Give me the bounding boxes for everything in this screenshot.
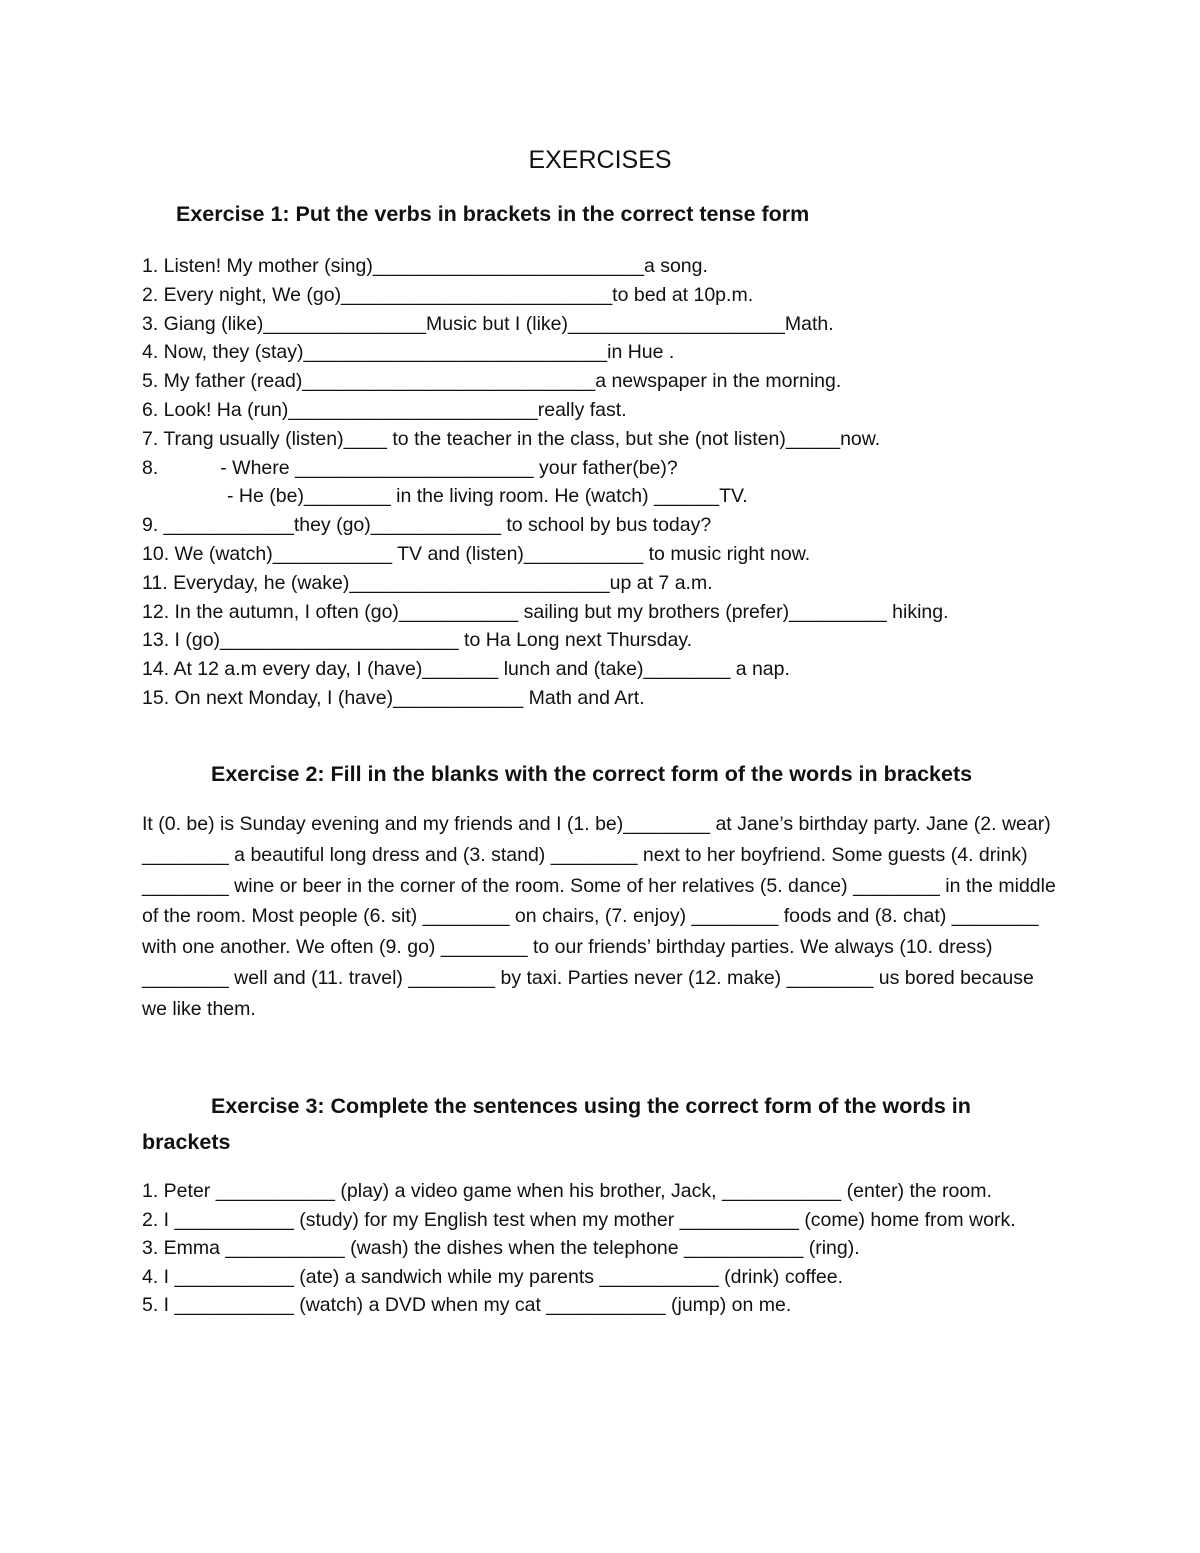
exercise-1-item: 4. Now, they (stay)____________________________in Hue . [142, 341, 675, 364]
exercise-3-item: 1. Peter ___________ (play) a video game when his brother, Jack, ___________ (enter) the room. [142, 1180, 992, 1202]
exercise-3-item: 5. I ___________ (watch) a DVD when my cat ___________ (jump) on me. [142, 1294, 792, 1316]
exercise-1-item: 1. Listen! My mother (sing)_________________________a song. [142, 255, 708, 277]
exercise-2-paragraph: It (0. be) is Sunday evening and my friends and I (1. be)________ at Jane’s birthday party. Jane (2. wear) ________ a beautiful long dress and (3. stand) ________ next to her boyfriend. Some guests (4. drink) ________ wine or beer in the corner of the room. Some of her relatives (5. dance) ________ in the middle of the room. Most people (6. sit) ________ on chairs, (7. enjoy) ________ foods and (8. chat) ________ with one another. We often (9. go) ________ to our friends’ birthday parties. We always (10. dress) ________ well and (11. travel) ________ by taxi. Parties never (12. make) ________ us bored because we like them. [142, 813, 1056, 1020]
exercise-1-item: 15. On next Monday, I (have)____________ Math and Art. [142, 686, 645, 709]
exercise-1-item: 7. Trang usually (listen)____ to the teacher in the class, but she (not listen)_____now. [142, 427, 881, 450]
exercise-1-item: 14. At 12 a.m every day, I (have)_______ lunch and (take)________ a nap. [142, 658, 790, 681]
exercise-1-item: 12. In the autumn, I often (go)___________ sailing but my brothers (prefer)_________ hiking. [142, 600, 949, 623]
exercise-3-list [142, 1177, 1062, 1320]
exercise-1-item: 13. I (go)______________________ to Ha Long next Thursday. [142, 629, 693, 652]
exercise-1-item: 2. Every night, We (go)_________________________to bed at 10p.m. [142, 283, 754, 306]
exercise-1-sub-item: - He (be)________ in the living room. He (watch) ______TV. [227, 485, 748, 508]
exercise-1-item: 6. Look! Ha (run)_______________________really fast. [142, 398, 627, 421]
exercise-1-heading: Exercise 1: Put the verbs in brackets in the correct tense form [176, 202, 810, 226]
exercise-3-item: 4. I ___________ (ate) a sandwich while my parents ___________ (drink) coffee. [142, 1265, 844, 1288]
exercise-2-heading: Exercise 2: Fill in the blanks with the correct form of the words in brackets [211, 762, 973, 786]
exercise-1-item: 5. My father (read)___________________________a newspaper in the morning. [142, 370, 842, 393]
exercise-1-item: 9. ____________they (go)____________ to school by bus today? [142, 514, 712, 537]
exercise-3-heading: Exercise 3: Complete the sentences using the correct form of the words in brackets [142, 1094, 971, 1154]
exercise-1-item-8 [142, 454, 949, 483]
exercise-3-item: 3. Emma ___________ (wash) the dishes when the telephone ___________ (ring). [142, 1237, 860, 1259]
sub-item: - Where ______________________ your father(be)? [220, 456, 678, 479]
exercise-1-item: 3. Giang (like)_______________Music but I (like)____________________Math. [142, 312, 834, 335]
exercise-3-item: 2. I ___________ (study) for my English test when my mother ___________ (come) home from work. [142, 1208, 1016, 1231]
item-number: 8. [142, 456, 159, 479]
exercise-1-item: 10. We (watch)___________ TV and (listen)___________ to music right now. [142, 542, 811, 565]
exercise-1-list [142, 252, 949, 713]
page-title: EXERCISES [528, 146, 672, 174]
exercise-1-item: 11. Everyday, he (wake)________________________up at 7 a.m. [142, 571, 713, 594]
